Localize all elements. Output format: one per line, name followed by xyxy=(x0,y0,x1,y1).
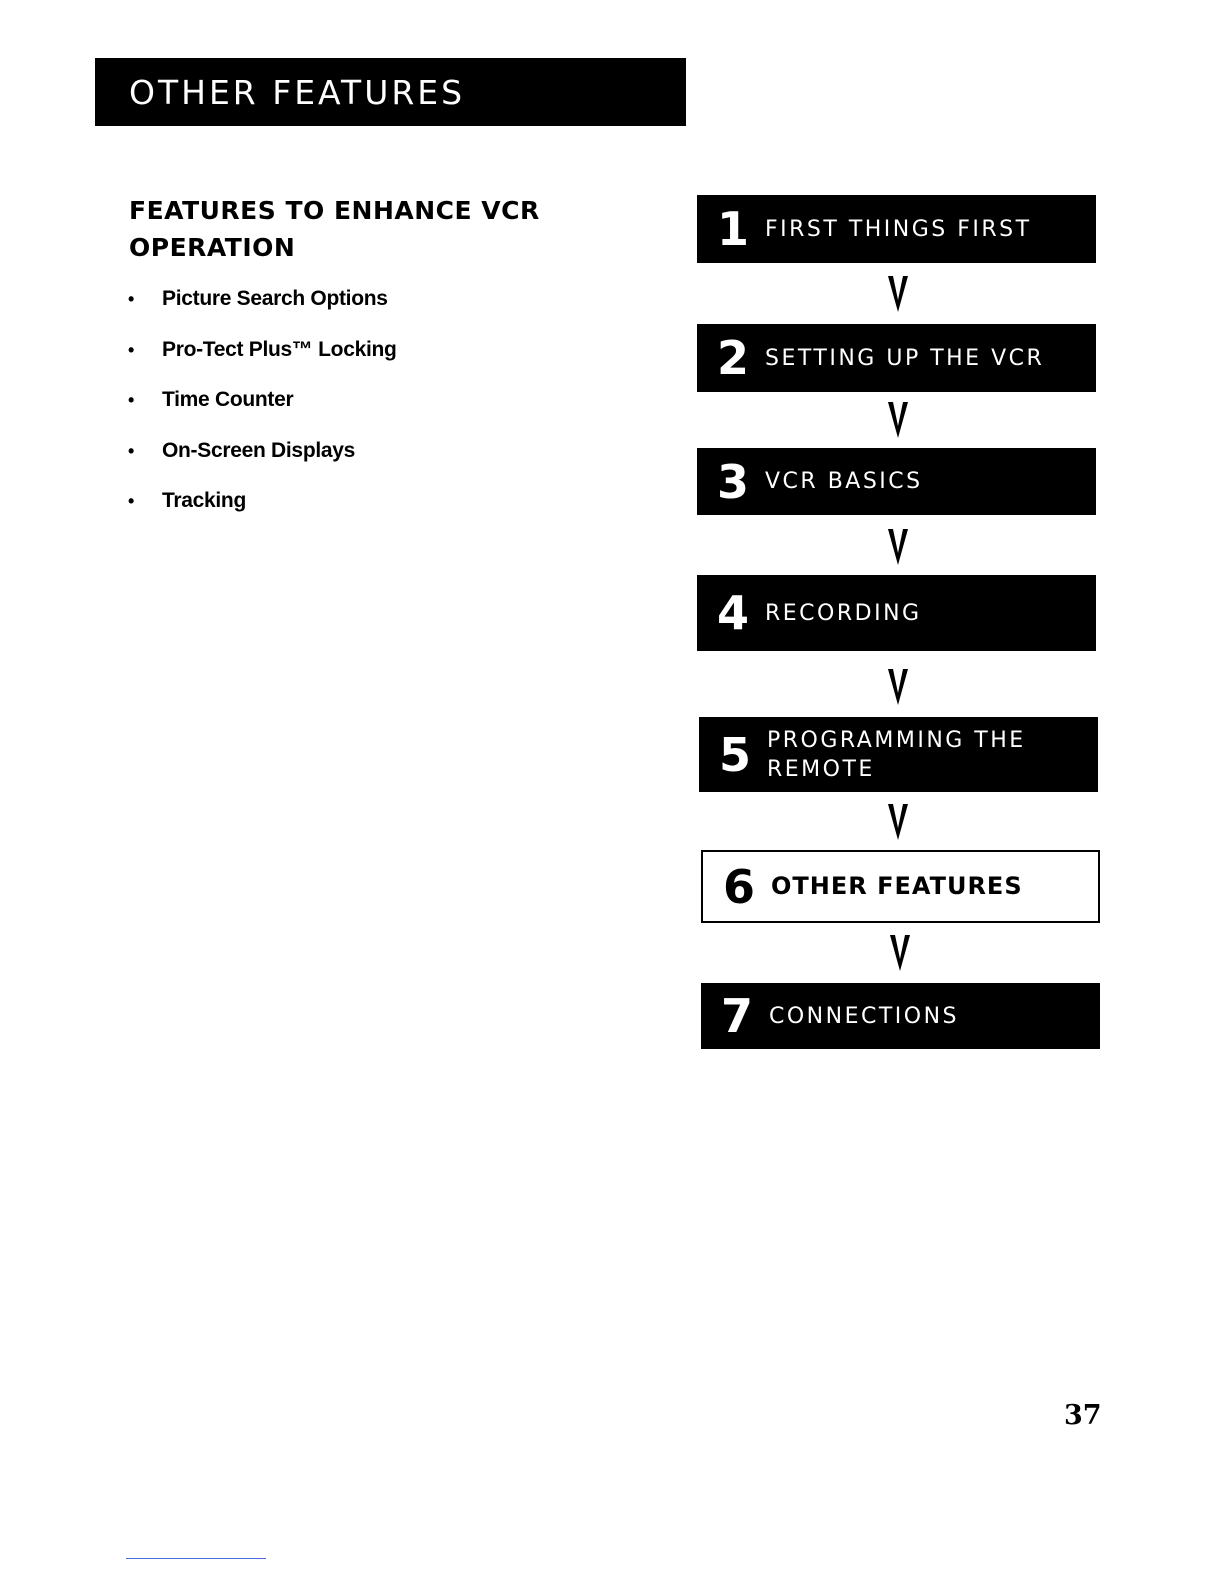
feature-list xyxy=(128,284,397,537)
chapter-box-6-current xyxy=(701,850,1100,923)
bullet-icon: • xyxy=(128,491,135,511)
section-title: FEATURES TO ENHANCE VCR OPERATION xyxy=(129,196,540,262)
chapter-number: 6 xyxy=(722,859,755,914)
down-arrow-icon xyxy=(886,527,910,567)
chapter-box-5 xyxy=(699,717,1098,792)
chapter-number: 5 xyxy=(718,727,751,782)
chapter-box-1 xyxy=(697,195,1096,263)
chapter-box-7 xyxy=(701,983,1100,1049)
bullet-icon: • xyxy=(128,339,135,360)
bullet-icon: • xyxy=(128,390,135,410)
chapter-label: CONNECTIONS xyxy=(769,1003,960,1029)
chapter-box-3 xyxy=(697,448,1096,515)
bullet-icon: • xyxy=(128,289,135,309)
list-item xyxy=(128,436,397,487)
down-arrow-icon xyxy=(888,933,912,973)
chapter-number: 4 xyxy=(716,586,749,640)
chapter-label: SETTING UP THE VCR xyxy=(765,345,1045,371)
page-header-bar xyxy=(95,58,686,126)
list-item xyxy=(128,284,397,335)
down-arrow-icon xyxy=(886,802,910,842)
list-item xyxy=(128,385,397,436)
chapter-number: 7 xyxy=(720,989,753,1043)
chapter-number: 1 xyxy=(716,202,749,256)
page-header-title: OTHER FEATURES xyxy=(129,72,466,112)
chapter-number: 2 xyxy=(716,331,749,385)
chapter-label: FIRST THINGS FIRST xyxy=(765,216,1032,242)
chapter-box-2 xyxy=(697,324,1096,392)
list-item xyxy=(128,486,397,537)
chapter-label: VCR BASICS xyxy=(765,469,923,494)
footer-rule xyxy=(126,1558,266,1559)
chapter-label: RECORDING xyxy=(765,600,922,626)
chapter-box-4 xyxy=(697,575,1096,651)
down-arrow-icon xyxy=(886,667,910,707)
feature-item-text: Pro-Tect Plus™ Locking xyxy=(162,337,397,361)
feature-item-text: Time Counter xyxy=(162,388,294,411)
chapter-label: OTHER FEATURES xyxy=(771,872,1023,900)
chapter-label: PROGRAMMING THE REMOTE xyxy=(767,727,1026,782)
down-arrow-icon xyxy=(886,400,910,440)
feature-item-text: Picture Search Options xyxy=(162,287,388,310)
list-item xyxy=(128,335,397,386)
bullet-icon: • xyxy=(128,440,135,461)
down-arrow-icon xyxy=(886,274,910,314)
page-number: 37 xyxy=(1064,1400,1102,1431)
chapter-number: 3 xyxy=(716,454,749,509)
feature-item-text: On-Screen Displays xyxy=(162,438,356,462)
feature-item-text: Tracking xyxy=(162,489,246,512)
